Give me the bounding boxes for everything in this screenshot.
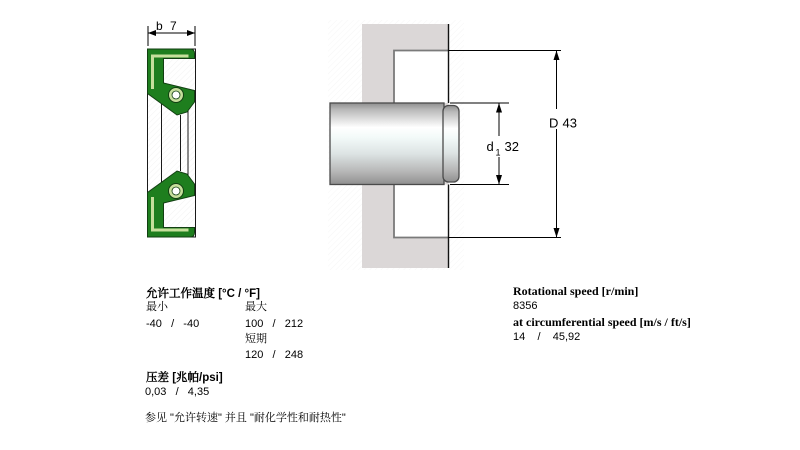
- dim-D-label: D: [549, 115, 559, 131]
- shaft: [330, 103, 444, 185]
- see-also-note: 参见 "允许转速" 并且 "耐化学性和耐热性": [145, 412, 346, 424]
- dim-b-arrow-right: [187, 30, 195, 36]
- pressure-value: 0,03 / 4,35: [145, 386, 210, 398]
- seal-cross-section-drawing: [138, 12, 224, 248]
- temperature-short-term-value: 120 / 248: [245, 349, 304, 361]
- temperature-min-value: -40 / -40: [146, 318, 200, 330]
- temperature-min-label: 最小: [146, 301, 168, 313]
- dim-d1-label: d: [486, 139, 494, 154]
- garter-spring-top-core: [172, 91, 180, 99]
- dim-b-arrow-left: [148, 30, 156, 36]
- pressure-title: 压差 [兆帕/psi]: [146, 372, 223, 384]
- dim-D-value: 43: [562, 115, 577, 131]
- temperature-max-value: 100 / 212: [245, 318, 304, 330]
- circumferential-speed-value: 14 / 45,92: [513, 331, 581, 343]
- dim-b-value: 7: [170, 19, 177, 33]
- seal-seat-top: [394, 51, 449, 104]
- circumferential-speed-title: at circumferential speed [m/s / ft/s]: [513, 315, 691, 329]
- dim-b-label: b: [156, 19, 163, 33]
- rotational-speed-title: Rotational speed [r/min]: [513, 284, 639, 298]
- mounting-schematic: [325, 16, 580, 274]
- temperature-max-label: 最大: [245, 301, 267, 313]
- shaft-end-chamfer: [443, 106, 459, 183]
- rotational-speed-value: 8356: [513, 300, 538, 312]
- dim-d1-value: 32: [504, 139, 519, 154]
- temperature-short-term-label: 短期: [245, 333, 267, 345]
- garter-spring-bottom-core: [172, 187, 180, 195]
- seal-seat-bottom: [394, 185, 449, 238]
- dim-d1-sub: 1: [495, 147, 501, 158]
- temperature-title: 允许工作温度 [°C / °F]: [146, 288, 260, 300]
